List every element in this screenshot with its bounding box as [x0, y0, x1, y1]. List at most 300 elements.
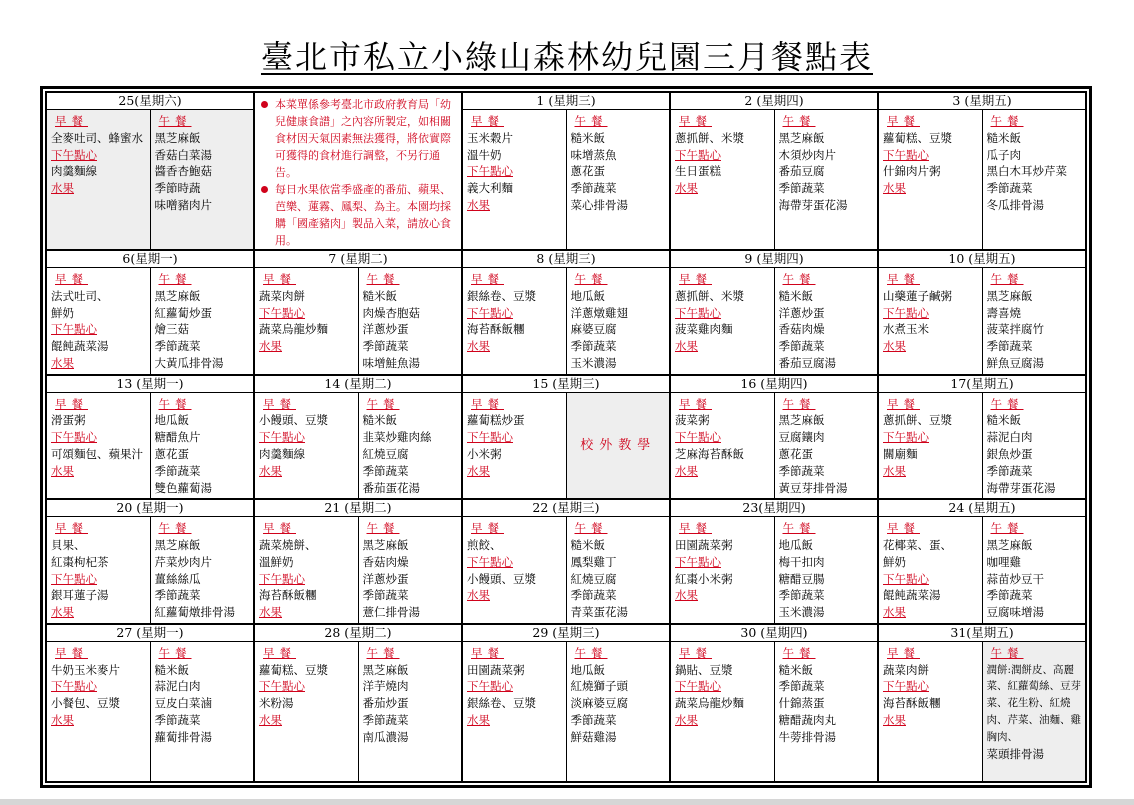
- lunch-label: [779, 396, 875, 413]
- breakfast-label-text: 早餐: [263, 272, 296, 286]
- breakfast-item-text: 米粉湯: [259, 696, 294, 711]
- breakfast-item: [883, 587, 979, 604]
- day-header: 7 (星期二): [255, 251, 461, 268]
- lunch-label-text: 午餐: [158, 272, 192, 286]
- breakfast-item: [467, 305, 563, 322]
- breakfast-item-text: 下午點心: [259, 679, 305, 694]
- meal-columns: [47, 642, 253, 781]
- breakfast-label-text: 早餐: [263, 396, 296, 411]
- breakfast-item: [51, 463, 147, 480]
- breakfast-item: [883, 130, 979, 147]
- breakfast-item-text: 下午點心: [51, 147, 97, 162]
- lunch-label: [363, 396, 459, 413]
- lunch-item: 薑絲絲瓜: [154, 571, 201, 586]
- lunch-label-text: 午餐: [990, 396, 1024, 411]
- lunch-item: 薏仁排骨湯: [362, 605, 420, 620]
- meal-columns: [671, 110, 877, 249]
- lunch-label-text: 午餐: [574, 645, 608, 660]
- day-header: 16 (星期四): [671, 376, 877, 393]
- day-cell: [462, 624, 670, 782]
- day-header: 21 (星期二): [255, 500, 461, 517]
- lunch-item: 燴三菇: [154, 322, 189, 337]
- breakfast-item: [259, 712, 355, 729]
- lunch-item: 季節蔬菜: [154, 339, 201, 354]
- breakfast-item: [467, 587, 563, 604]
- lunch-item: 黑芝麻飯: [362, 537, 409, 552]
- breakfast-item-text: 鮮奶: [883, 554, 906, 569]
- meal-columns: [47, 268, 253, 374]
- breakfast-item: [675, 695, 771, 712]
- breakfast-item-text: 餛飩蔬菜湯: [51, 339, 109, 354]
- breakfast-item: [259, 695, 355, 712]
- notice-cell: [254, 92, 462, 250]
- breakfast-label-text: 早餐: [471, 114, 504, 128]
- lunch-item: 玉米濃湯: [570, 355, 617, 370]
- lunch-item: 味噌豬肉片: [154, 197, 212, 212]
- breakfast-item: [675, 163, 771, 180]
- breakfast-column: [879, 642, 983, 781]
- breakfast-item-text: 下午點心: [675, 430, 721, 445]
- notice-text: 每日水果依當季盛產的番茄、蘋果、芭樂、蓮霧、鳳梨、為主。本園均採購「國產豬肉」製品入菜，請放心食用。: [275, 183, 451, 247]
- breakfast-item: [259, 604, 355, 621]
- breakfast-item: [883, 429, 979, 446]
- breakfast-item-text: 菠菜雞肉麵: [675, 322, 733, 337]
- breakfast-item-text: 水果: [883, 605, 906, 620]
- breakfast-item-text: 水果: [675, 588, 698, 603]
- breakfast-item: [675, 537, 771, 554]
- lunch-label-text: 午餐: [158, 521, 192, 536]
- lunch-item: 糙米飯: [986, 130, 1021, 145]
- breakfast-item-text: 水果: [675, 463, 698, 478]
- breakfast-item-text: 下午點心: [675, 305, 721, 320]
- lunch-column: [567, 110, 670, 249]
- title-text: 臺北市私立小綠山森林幼兒園三月餐點表: [260, 38, 873, 76]
- breakfast-item-text: 全麥吐司、蜂蜜水: [51, 130, 143, 145]
- breakfast-item-text: 下午點心: [51, 322, 97, 337]
- lunch-item: 季節蔬菜: [986, 181, 1033, 196]
- lunch-item: 季節蔬菜: [362, 712, 409, 727]
- day-cell: [462, 92, 670, 250]
- breakfast-item-text: 下午點心: [675, 147, 721, 162]
- lunch-label: [571, 271, 667, 288]
- breakfast-item-text: 水果: [675, 339, 698, 354]
- breakfast-item-text: 蔬菜燒餅、: [259, 537, 317, 552]
- breakfast-item-text: 下午點心: [883, 430, 929, 445]
- breakfast-item: [259, 288, 355, 305]
- breakfast-item-text: 水果: [51, 712, 74, 727]
- breakfast-item: [51, 571, 147, 588]
- lunch-label: [987, 396, 1083, 413]
- breakfast-item-text: 下午點心: [883, 305, 929, 320]
- breakfast-label-text: 早餐: [887, 114, 920, 128]
- lunch-item: 木須炒肉片: [778, 147, 836, 162]
- lunch-column: [151, 268, 254, 374]
- meal-columns: [47, 393, 253, 499]
- lunch-label-text: 午餐: [782, 521, 816, 536]
- lunch-item: 洋蔥燉雞翅: [570, 305, 628, 320]
- breakfast-item: [883, 662, 979, 679]
- lunch-label-text: 午餐: [574, 272, 608, 286]
- breakfast-item-text: 花椰菜、蛋、: [883, 537, 952, 552]
- lunch-label-text: 午餐: [574, 114, 608, 128]
- special-event: 校外教學: [567, 393, 670, 499]
- breakfast-item: [51, 338, 147, 355]
- page-title: [0, 32, 1134, 78]
- breakfast-item-text: 滑蛋粥: [51, 413, 86, 428]
- lunch-item: 季節蔬菜: [986, 339, 1033, 354]
- breakfast-item: [675, 463, 771, 480]
- lunch-item: 黑芝麻飯: [154, 537, 201, 552]
- breakfast-item-text: 水果: [883, 463, 906, 478]
- lunch-item: 地瓜飯: [570, 662, 605, 677]
- lunch-item: 大黃瓜排骨湯: [154, 355, 224, 370]
- breakfast-item-text: 下午點心: [675, 554, 721, 569]
- breakfast-item: [467, 180, 563, 197]
- meal-columns: [463, 110, 669, 249]
- breakfast-item-text: 水果: [675, 181, 698, 196]
- day-header: 1 (星期三): [463, 93, 669, 110]
- breakfast-item-text: 小饅頭、豆漿: [259, 413, 328, 428]
- breakfast-item-text: 蔥抓餅、米漿: [675, 288, 744, 303]
- day-header: 3 (星期五): [879, 93, 1085, 110]
- breakfast-item: [883, 321, 979, 338]
- breakfast-label-text: 早餐: [679, 272, 712, 286]
- meal-columns: [255, 642, 461, 781]
- day-header: 29 (星期三): [463, 625, 669, 642]
- breakfast-item: [51, 305, 147, 322]
- lunch-column: [983, 110, 1086, 249]
- lunch-item: 地瓜飯: [154, 413, 189, 428]
- breakfast-label: [51, 271, 147, 288]
- breakfast-item: [883, 571, 979, 588]
- breakfast-item: [467, 429, 563, 446]
- lunch-label: [571, 520, 667, 537]
- breakfast-column: [47, 110, 151, 249]
- breakfast-item: [883, 604, 979, 621]
- breakfast-item-text: 海苔酥飯糰: [883, 696, 941, 711]
- breakfast-column: [47, 393, 151, 499]
- breakfast-item: [51, 554, 147, 571]
- breakfast-item-text: 玉米穀片: [467, 130, 513, 145]
- lunch-column: [775, 517, 878, 623]
- lunch-item: 咖哩雞: [986, 554, 1021, 569]
- lunch-label-text: 午餐: [366, 272, 400, 286]
- lunch-item: 洋蔥炒蛋: [362, 571, 409, 586]
- lunch-item: 香菇肉燥: [362, 554, 409, 569]
- breakfast-item-text: 下午點心: [259, 430, 305, 445]
- lunch-label: [779, 520, 875, 537]
- breakfast-item: [675, 662, 771, 679]
- lunch-item: 黑芝麻飯: [778, 413, 825, 428]
- meal-columns: [671, 268, 877, 374]
- lunch-item: 梅干扣肉: [778, 554, 825, 569]
- meal-columns: [463, 393, 669, 499]
- lunch-item: 黑芝麻飯: [778, 130, 825, 145]
- breakfast-column: [671, 268, 775, 374]
- lunch-column: [775, 268, 878, 374]
- breakfast-item: [467, 537, 563, 554]
- breakfast-item-text: 蘿蔔糕炒蛋: [467, 413, 525, 428]
- meal-columns: [255, 268, 461, 374]
- breakfast-item-text: 鍋貼、豆漿: [675, 662, 733, 677]
- lunch-label-text: 午餐: [158, 114, 192, 128]
- breakfast-label: [51, 113, 147, 130]
- lunch-item: 香菇白菜湯: [154, 147, 212, 162]
- lunch-item: 洋蔥炒蛋: [362, 322, 409, 337]
- breakfast-item-text: 菠菜粥: [675, 413, 710, 428]
- lunch-column: [359, 268, 462, 374]
- breakfast-item: [467, 554, 563, 571]
- breakfast-item-text: 山藥蓮子鹹粥: [883, 288, 952, 303]
- breakfast-item-text: 小餐包、豆漿: [51, 696, 120, 711]
- breakfast-item-text: 生日蛋糕: [675, 164, 721, 179]
- lunch-column: [983, 642, 1086, 781]
- day-header: 9 (星期四): [671, 251, 877, 268]
- day-cell: [878, 92, 1086, 250]
- breakfast-item: [51, 147, 147, 164]
- breakfast-label-text: 早餐: [679, 645, 712, 660]
- breakfast-item-text: 下午點心: [467, 430, 513, 445]
- lunch-column: [983, 517, 1086, 623]
- breakfast-item-text: 關廟麵: [883, 446, 918, 461]
- lunch-item: 蘿蔔排骨湯: [154, 729, 212, 744]
- breakfast-item-text: 水果: [51, 463, 74, 478]
- lunch-column: [983, 393, 1086, 499]
- notice-item: [261, 181, 456, 249]
- lunch-item: 玉米濃湯: [778, 605, 825, 620]
- breakfast-label: [883, 645, 979, 662]
- meal-columns: [463, 268, 669, 374]
- breakfast-item-text: 水果: [259, 712, 282, 727]
- lunch-item: 味增蒸魚: [570, 147, 617, 162]
- lunch-item: 番茄蛋花湯: [362, 480, 420, 495]
- lunch-item: 季節蔬菜: [986, 588, 1033, 603]
- lunch-item: 黑芝麻飯: [154, 288, 201, 303]
- breakfast-item: [675, 712, 771, 729]
- breakfast-item-text: 下午點心: [51, 571, 97, 586]
- breakfast-item: [51, 288, 147, 305]
- lunch-label: [155, 113, 251, 130]
- lunch-column: [359, 517, 462, 623]
- lunch-label: [987, 520, 1083, 537]
- breakfast-label-text: 早餐: [887, 272, 920, 286]
- lunch-column: [775, 110, 878, 249]
- lunch-item: 番茄豆腐湯: [778, 355, 836, 370]
- breakfast-item: [883, 305, 979, 322]
- bullet-icon: [261, 186, 268, 193]
- lunch-label-text: 午餐: [366, 396, 400, 411]
- notice-box: [255, 93, 461, 249]
- breakfast-item: [883, 288, 979, 305]
- breakfast-item-text: 水果: [883, 181, 906, 196]
- lunch-label-text: 午餐: [574, 521, 608, 536]
- breakfast-column: [463, 393, 567, 499]
- lunch-item: 洋蔥炒蛋: [778, 305, 825, 320]
- breakfast-item-text: 肉羹麵線: [51, 164, 97, 179]
- lunch-item: 季節蔬菜: [154, 588, 201, 603]
- day-header: 27 (星期一): [47, 625, 253, 642]
- breakfast-item: [675, 429, 771, 446]
- breakfast-item: [883, 147, 979, 164]
- meal-columns: [255, 517, 461, 623]
- breakfast-label-text: 早餐: [55, 114, 88, 128]
- meal-columns: [879, 110, 1085, 249]
- lunch-item: 黑芝麻飯: [986, 288, 1033, 303]
- lunch-item: 淡麻婆豆腐: [570, 696, 628, 711]
- breakfast-column: [879, 393, 983, 499]
- lunch-item: 黑芝麻飯: [986, 537, 1033, 552]
- meal-columns: [671, 642, 877, 781]
- lunch-label-text: 午餐: [782, 114, 816, 128]
- notice-item: [261, 96, 456, 181]
- breakfast-item: [51, 355, 147, 372]
- breakfast-item-text: 下午點心: [51, 679, 97, 694]
- breakfast-item-text: 貝果、: [51, 537, 86, 552]
- breakfast-item-text: 蔬菜烏龍炒麵: [259, 322, 328, 337]
- breakfast-label: [883, 271, 979, 288]
- lunch-item: 鮮菇雞湯: [570, 729, 617, 744]
- breakfast-item: [259, 305, 355, 322]
- meal-columns: [879, 642, 1085, 781]
- lunch-item: 蒜泥白肉: [986, 430, 1033, 445]
- lunch-label: [363, 271, 459, 288]
- lunch-item: 番茄炒蛋: [362, 696, 409, 711]
- breakfast-label-text: 早餐: [471, 272, 504, 286]
- lunch-item: 糙米飯: [570, 130, 605, 145]
- lunch-item: 菜頭排骨湯: [986, 746, 1044, 761]
- lunch-item: 地瓜飯: [778, 537, 813, 552]
- lunch-column: [775, 642, 878, 781]
- breakfast-item-text: 水果: [51, 181, 74, 196]
- breakfast-item: [883, 446, 979, 463]
- lunch-item: 瓜子肉: [986, 147, 1021, 162]
- breakfast-item: [675, 554, 771, 571]
- lunch-item: 黑芝麻飯: [154, 130, 201, 145]
- breakfast-label-text: 早餐: [887, 521, 920, 536]
- breakfast-item-text: 水果: [259, 339, 282, 354]
- breakfast-item-text: 蔬菜肉餅: [259, 288, 305, 303]
- lunch-label: [363, 520, 459, 537]
- lunch-label-text: 午餐: [366, 645, 400, 660]
- breakfast-item-text: 小饅頭、豆漿: [467, 571, 536, 586]
- lunch-item: 蒜泥白肉: [154, 679, 201, 694]
- day-header: 8 (星期三): [463, 251, 669, 268]
- lunch-item: 醬香杏鮑菇: [154, 164, 212, 179]
- lunch-item: 季節蔬菜: [778, 679, 825, 694]
- breakfast-label-text: 早餐: [471, 521, 504, 536]
- lunch-item: 季節蔬菜: [778, 588, 825, 603]
- breakfast-item: [467, 130, 563, 147]
- breakfast-item: [883, 412, 979, 429]
- lunch-item: 蔥花蛋: [570, 164, 605, 179]
- lunch-item: 季節蔬菜: [570, 712, 617, 727]
- day-cell: [670, 92, 878, 250]
- lunch-label: [155, 645, 251, 662]
- day-cell: [46, 92, 254, 250]
- breakfast-item-text: 芝麻海苔酥飯: [675, 446, 744, 461]
- breakfast-column: [463, 517, 567, 623]
- lunch-label-text: 午餐: [158, 645, 192, 660]
- breakfast-item: [51, 412, 147, 429]
- breakfast-column: [879, 517, 983, 623]
- lunch-item: 紅燒豆腐: [362, 446, 409, 461]
- lunch-item: 黑芝麻飯: [362, 662, 409, 677]
- lunch-item: 鮮魚豆腐湯: [986, 355, 1044, 370]
- breakfast-item-text: 法式吐司、: [51, 288, 109, 303]
- lunch-label: [155, 396, 251, 413]
- lunch-column: [151, 517, 254, 623]
- breakfast-item: [467, 197, 563, 214]
- meal-columns: [463, 517, 669, 623]
- lunch-label: [571, 113, 667, 130]
- lunch-item: 洋芋燒肉: [362, 679, 409, 694]
- breakfast-column: [47, 268, 151, 374]
- breakfast-label: [883, 113, 979, 130]
- lunch-item: 季節蔬菜: [570, 181, 617, 196]
- breakfast-label-text: 早餐: [887, 396, 920, 411]
- breakfast-item: [259, 429, 355, 446]
- breakfast-item: [51, 695, 147, 712]
- day-cell: [878, 250, 1086, 375]
- breakfast-item-text: 紅棗枸杞茶: [51, 554, 109, 569]
- lunch-item: 芹菜炒肉片: [154, 554, 212, 569]
- lunch-column: [983, 268, 1086, 374]
- breakfast-item-text: 水果: [467, 463, 490, 478]
- breakfast-column: [879, 110, 983, 249]
- breakfast-column: [255, 642, 359, 781]
- lunch-item: 季節蔬菜: [778, 339, 825, 354]
- day-header: 25(星期六): [47, 93, 253, 110]
- lunch-item: 牛蒡排骨湯: [778, 729, 836, 744]
- breakfast-item: [467, 712, 563, 729]
- day-cell: [878, 499, 1086, 624]
- breakfast-item-text: 水果: [467, 197, 490, 212]
- breakfast-item-text: 銀耳蓮子湯: [51, 588, 109, 603]
- lunch-item: 鳳梨雞丁: [570, 554, 617, 569]
- breakfast-item: [883, 338, 979, 355]
- lunch-item: 季節蔬菜: [154, 712, 201, 727]
- lunch-column: [775, 393, 878, 499]
- day-cell: [462, 250, 670, 375]
- breakfast-item: [259, 537, 355, 554]
- lunch-label: [779, 271, 875, 288]
- breakfast-column: [463, 642, 567, 781]
- breakfast-label: [51, 396, 147, 413]
- breakfast-item: [883, 180, 979, 197]
- lunch-label-text: 午餐: [782, 272, 816, 286]
- breakfast-item-text: 牛奶玉米麥片: [51, 662, 120, 677]
- breakfast-item: [675, 305, 771, 322]
- breakfast-item-text: 下午點心: [675, 679, 721, 694]
- breakfast-item-text: 水果: [467, 712, 490, 727]
- lunch-item: 冬瓜排骨湯: [986, 197, 1044, 212]
- breakfast-label-text: 早餐: [887, 645, 920, 660]
- breakfast-item-text: 水果: [259, 463, 282, 478]
- lunch-item: 雙色蘿蔔湯: [154, 480, 212, 495]
- lunch-label: [779, 645, 875, 662]
- day-header: 22 (星期三): [463, 500, 669, 517]
- lunch-item: 蒜苗炒豆干: [986, 571, 1044, 586]
- meal-columns: [671, 393, 877, 499]
- breakfast-label: [883, 396, 979, 413]
- breakfast-item: [467, 463, 563, 480]
- lunch-item: 糙米飯: [570, 537, 605, 552]
- breakfast-item: [259, 463, 355, 480]
- breakfast-item: [51, 662, 147, 679]
- breakfast-item-text: 義大利麵: [467, 181, 513, 196]
- breakfast-item-text: 水果: [883, 712, 906, 727]
- lunch-column: [151, 642, 254, 781]
